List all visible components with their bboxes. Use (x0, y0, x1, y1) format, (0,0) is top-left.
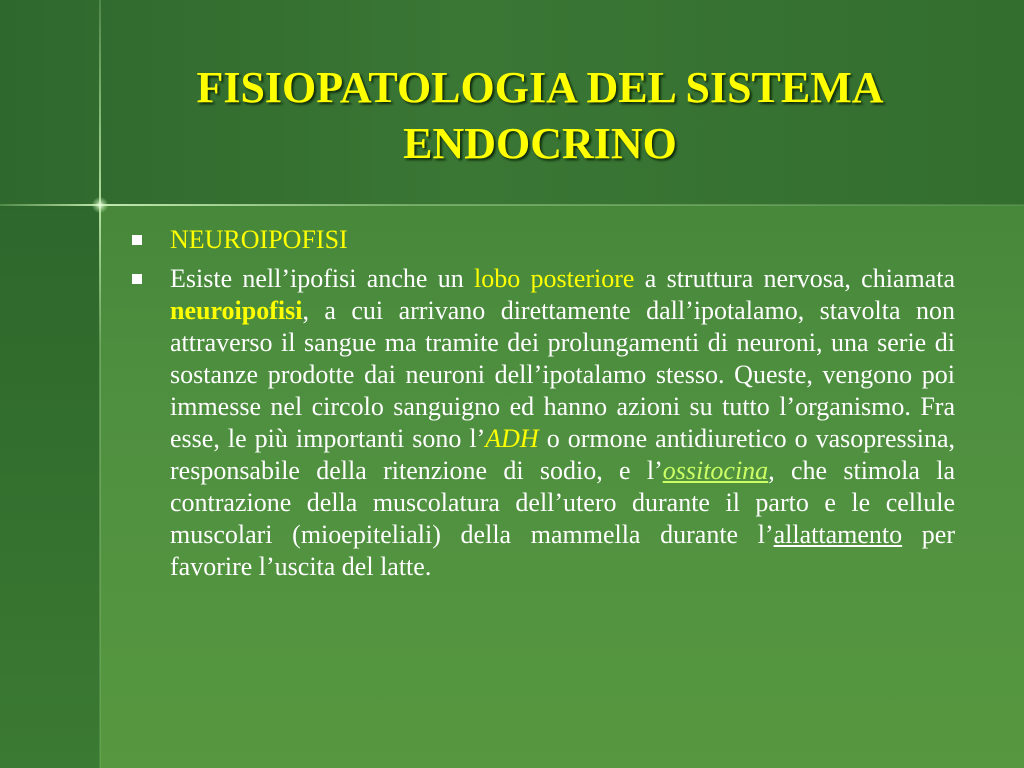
text-segment: o ormone antidiuretico o vasopressina, responsabile della ritenzione di sodio, e l’ (170, 424, 955, 485)
text-segment: , che stimola la contrazione della muscolatura dell’utero durante il parto e le cellule muscolari (mioepiteliali) della mammella durante l’ (170, 456, 955, 549)
bullet-list (130, 224, 955, 590)
text-segment: a struttura nervosa, chiamata (634, 264, 956, 293)
text-segment: Esiste nell’ipofisi anche un (170, 264, 474, 293)
slide-title (110, 60, 970, 172)
link-ossitocina[interactable]: ossitocina (662, 456, 769, 485)
title-line-2: ENDOCRINO (403, 119, 677, 168)
horizontal-divider-line (0, 204, 1024, 206)
highlight-adh: ADH (485, 424, 539, 453)
paragraph-text (170, 263, 955, 583)
link-allattamento[interactable]: allattamento (773, 520, 903, 549)
highlight-lobo-posteriore: lobo posteriore (473, 264, 635, 293)
title-line-1: FISIOPATOLOGIA DEL SISTEMA (196, 63, 884, 112)
square-bullet-icon (132, 274, 142, 284)
section-heading: NEUROIPOFISI (170, 225, 348, 254)
square-bullet-icon (132, 235, 142, 245)
text-segment: , a cui arrivano direttamente dall’ipotalamo, stavolta non attraverso il sangue ma tramite dei prolungamenti di neuroni, una serie di sostanze prodotte dai neuroni dell’ipotalamo stesso. Queste, vengono poi immesse nel circolo sanguigno ed hanno azioni su tutto l’organismo. Fra esse, le più importanti sono l’ (170, 296, 955, 453)
vertical-divider-line (99, 0, 101, 768)
highlight-neuroipofisi: neuroipofisi (170, 296, 303, 325)
text-segment: per favorire l’uscita del latte. (170, 520, 955, 581)
sparkle-icon (92, 197, 108, 213)
bullet-item-paragraph (130, 263, 955, 583)
bullet-item-heading (130, 224, 955, 256)
